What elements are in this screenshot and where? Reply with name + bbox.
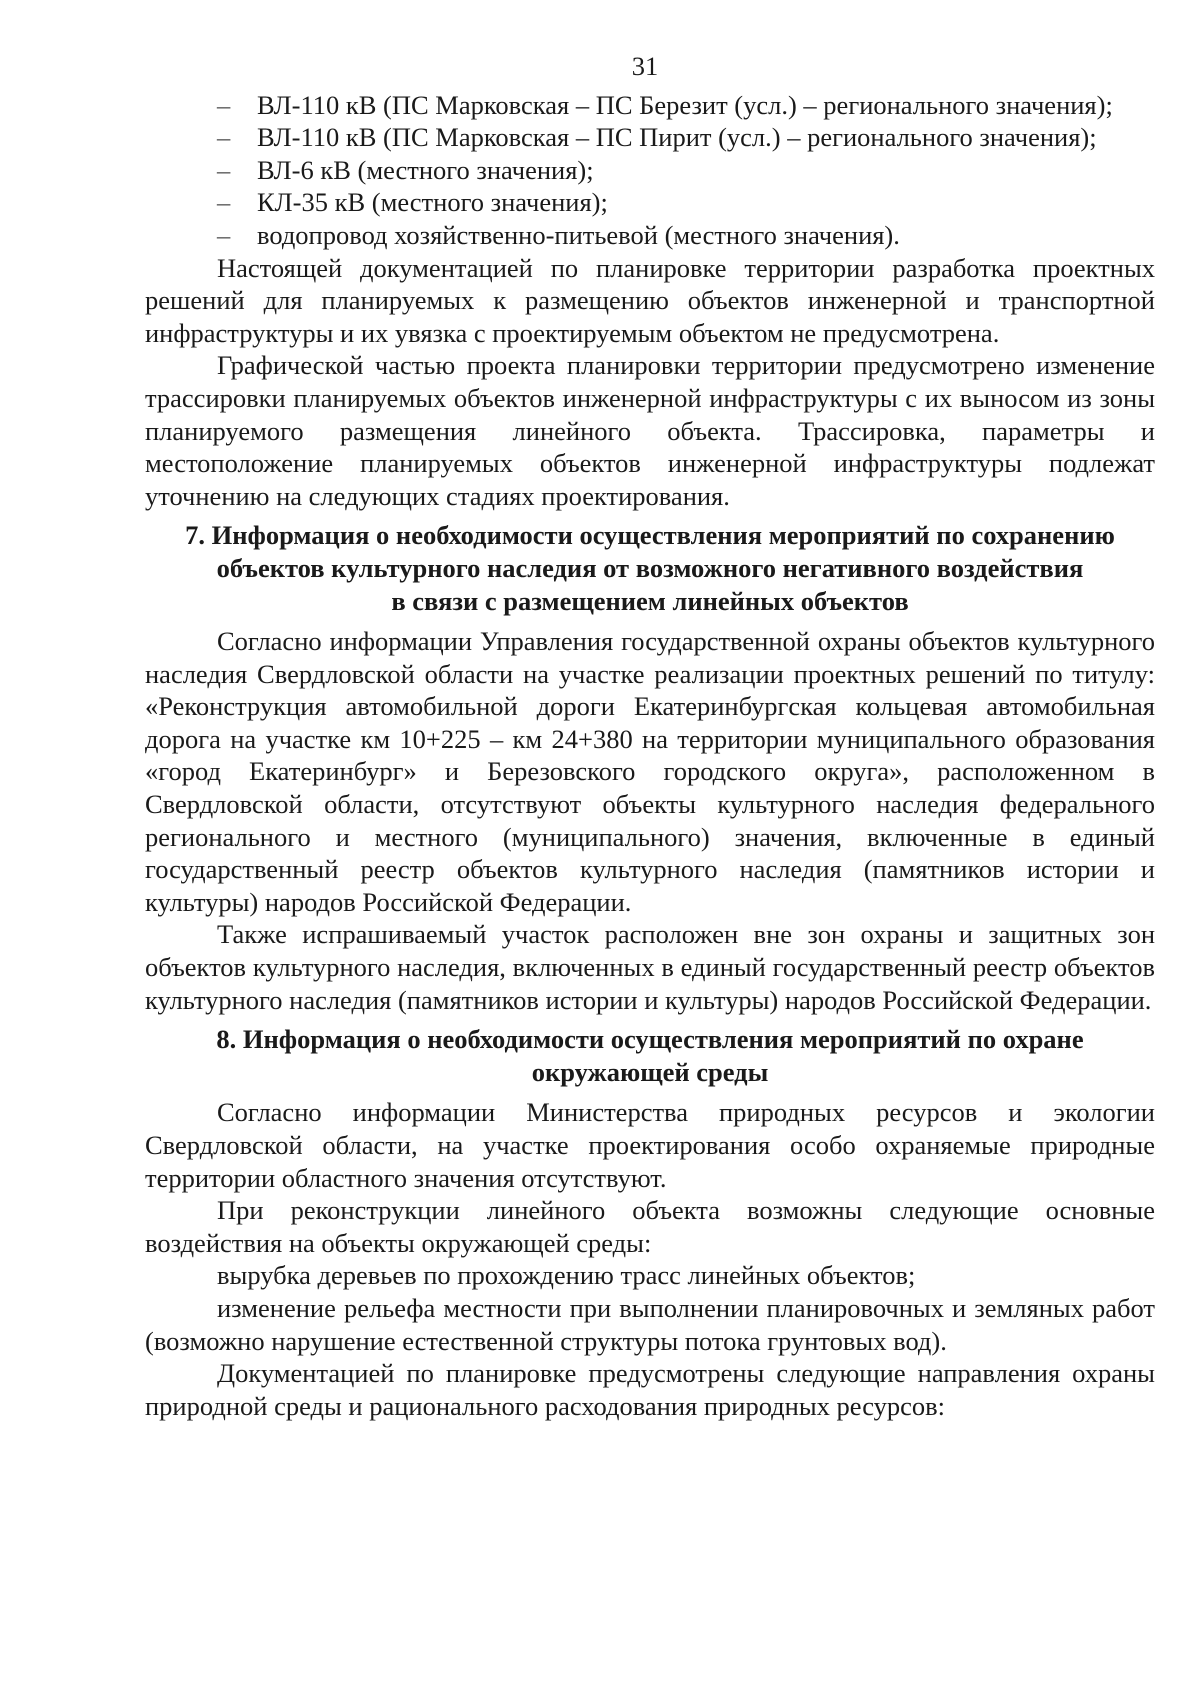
body-paragraph: Настоящей документацией по планировке территории разработка проектных решений для планируемых к размещению объектов инженерной и транспортной инфраструктуры и их увязка с проектируемым объектом не предусмотрена.: [145, 252, 1155, 348]
dash-list-item: – ВЛ-6 кВ (местного значения);: [217, 154, 594, 185]
body-paragraph: Графической частью проекта планировки территории предусмотрено изменение трассировки планируемых объектов инженерной инфраструктуры с их выносом из зоны планируемого размещения линейного объекта. Трассировка, параметры и местоположение планируемых объектов инженерной инфраструктуры подлежат уточнению на следующих стадиях проектирования.: [145, 350, 1155, 511]
body-paragraph: Документацией по планировке предусмотрены следующие направления охраны природной среды и рационального расходования природных ресурсов:: [145, 1358, 1155, 1421]
body-paragraph: изменение рельефа местности при выполнении планировочных и земляных работ (возможно нарушение естественной структуры потока грунтовых вод).: [145, 1292, 1155, 1356]
heading-line: 8. Информация о необходимости осуществления мероприятий по охране: [216, 1024, 1084, 1055]
dash-bullet-icon: –: [217, 187, 231, 218]
dash-bullet-icon: –: [217, 122, 231, 153]
body-paragraph: Также испрашиваемый участок расположен вне зон охраны и защитных зон объектов культурного наследия, включенных в единый государственный реестр объектов культурного наследия (памятников истории и культуры) народов Российской Федерации.: [145, 919, 1155, 1015]
page-number: 31: [631, 51, 659, 81]
heading-line: 7. Информация о необходимости осуществления мероприятий по сохранению: [185, 520, 1115, 551]
heading-line: объектов культурного наследия от возможного негативного воздействия: [216, 552, 1084, 583]
dash-list-item: – водопровод хозяйственно-питьевой (местного значения).: [217, 219, 900, 250]
heading-line: в связи с размещением линейных объектов: [391, 585, 909, 616]
body-paragraph: Согласно информации Министерства природных ресурсов и экологии Свердловской области, на участке проектирования особо охраняемые природные территории областного значения отсутствуют.: [145, 1097, 1155, 1193]
body-paragraph: При реконструкции линейного объекта возможны следующие основные воздействия на объекты окружающей среды:: [145, 1195, 1155, 1258]
body-paragraph: вырубка деревьев по прохождению трасс линейных объектов;: [217, 1260, 916, 1291]
dash-bullet-icon: –: [217, 154, 231, 185]
dash-list-item: – ВЛ-110 кВ (ПС Марковская – ПС Пирит (усл.) – регионального значения);: [217, 122, 1097, 153]
dash-list-item: – КЛ-35 кВ (местного значения);: [217, 187, 608, 218]
heading-line: окружающей среды: [531, 1056, 769, 1087]
dash-bullet-icon: –: [217, 89, 231, 120]
document-page: [145, 50, 1155, 1422]
section-8-heading: [145, 1023, 1155, 1088]
dash-list-item: – ВЛ-110 кВ (ПС Марковская – ПС Березит (усл.) – регионального значения);: [217, 89, 1113, 120]
dash-bullet-icon: –: [217, 219, 231, 250]
body-paragraph: Согласно информации Управления государственной охраны объектов культурного наследия Свердловской области на участке реализации проектных решений по титулу: «Реконструкция автомобильной дороги Екатеринбургская кольцевая автомобильная дорога на участке км 10+225 – км 24+380 на территории муниципального образования «город Екатеринбург» и Березовского городского округа», расположенном в Свердловской области, отсутствуют объекты культурного наследия федерального регионального и местного (муниципального) значения, включенные в единый государственный реестр объектов культурного наследия (памятников истории и культуры) народов Российской Федерации.: [145, 626, 1155, 917]
section-7-heading: [145, 519, 1155, 617]
dash-list: [145, 89, 1155, 252]
